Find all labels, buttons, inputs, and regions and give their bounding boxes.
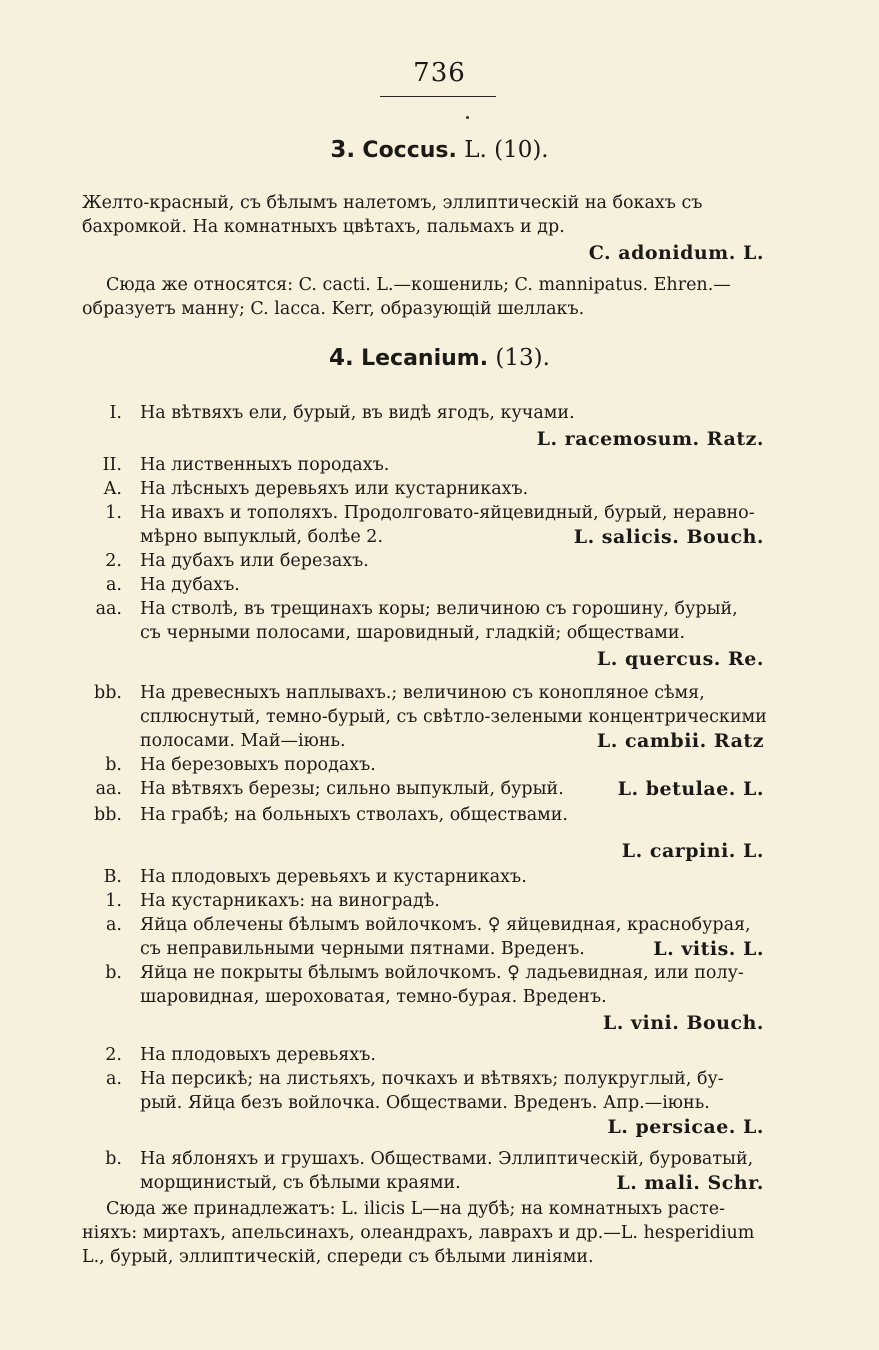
key-text: сплюснутый, темно-бурый, съ свѣтло-зелеными концентрическими	[140, 707, 767, 727]
key-text: На дубахъ.	[140, 575, 240, 595]
key-line	[0, 524, 879, 550]
key-label: b.	[105, 963, 122, 983]
key-line	[0, 1146, 879, 1172]
key-line	[0, 752, 879, 778]
key-line	[0, 400, 879, 426]
key-label: b.	[105, 1149, 122, 1169]
key-text: На персикѣ; на листьяхъ, почкахъ и вѣтвяхъ; полукруглый, бу-	[140, 1069, 724, 1089]
section-number: 3.	[330, 137, 356, 163]
key-line	[0, 572, 879, 598]
key-text: На плодовыхъ деревьяхъ и кустарникахъ.	[140, 867, 527, 887]
coccus-also-line-1	[106, 272, 731, 298]
key-label: a.	[106, 1069, 122, 1089]
key-text: На лиственныхъ породахъ.	[140, 455, 390, 475]
species-name: L. salicis. Bouch.	[573, 526, 764, 548]
key-text: На яблоняхъ и грушахъ. Обществами. Эллиптическій, буроватый,	[140, 1149, 754, 1169]
key-text: На грабѣ; на больныхъ стволахъ, обществами.	[140, 805, 568, 825]
key-line	[0, 426, 879, 452]
key-text: На древесныхъ наплывахъ.; величиною съ конопляное сѣмя,	[140, 683, 705, 703]
text: ніяхъ: миртахъ, апельсинахъ, олеандрахъ, лаврахъ и др.—L. hesperidium	[82, 1223, 755, 1243]
lecanium-also-line-2	[82, 1220, 754, 1246]
key-text: На плодовыхъ деревьяхъ.	[140, 1045, 376, 1065]
coccus-species	[480, 240, 764, 266]
key-text: съ неправильными черными пятнами. Вреденъ.	[140, 939, 585, 959]
key-line	[0, 912, 879, 938]
key-label: 1.	[105, 503, 122, 523]
print-speck	[466, 116, 469, 119]
species-name: L. mali. Schr.	[616, 1172, 764, 1194]
key-text: На вѣтвяхъ березы; сильно выпуклый, бурый.	[140, 779, 564, 799]
lecanium-also-line-1	[106, 1196, 725, 1222]
key-line	[0, 476, 879, 502]
text: L., бурый, эллиптическій, спереди съ бѣлыми линіями.	[82, 1247, 594, 1267]
key-text: мѣрно выпуклый, болѣе 2.	[140, 527, 384, 547]
page-number: 736	[413, 58, 466, 88]
key-line	[0, 776, 879, 802]
lecanium-also-line-3	[82, 1244, 594, 1270]
text: Сюда же принадлежатъ: L. ilicis L—на дубѣ; на комнатныхъ расте-	[106, 1199, 726, 1219]
species-name: L. carpini. L.	[621, 840, 764, 862]
key-text: Яйца облечены бѣлымъ войлочкомъ. ♀ яйцевидная, краснобурая,	[140, 915, 751, 935]
text: Желто-красный, съ бѣлымъ налетомъ, эллиптическій на бокахъ съ	[82, 193, 703, 213]
key-line	[0, 1066, 879, 1092]
key-label: II.	[102, 455, 122, 475]
genus-author: L. (10).	[464, 137, 549, 163]
key-line	[0, 802, 879, 828]
key-label: 2.	[105, 551, 122, 571]
key-text: На дубахъ или березахъ.	[140, 551, 369, 571]
species-name: L. vitis. L.	[653, 938, 764, 960]
key-line	[0, 838, 879, 864]
key-text: На лѣсныхъ деревьяхъ или кустарникахъ.	[140, 479, 529, 499]
key-label: B.	[103, 867, 122, 887]
key-line	[0, 452, 879, 478]
key-line	[0, 680, 879, 706]
key-text: съ черными полосами, шаровидный, гладкій; обществами.	[140, 623, 686, 643]
section-heading-lecanium	[0, 345, 879, 371]
species-name: L. cambii. Ratz	[596, 730, 764, 752]
key-line	[0, 1010, 879, 1036]
key-text: На ивахъ и тополяхъ. Продолговато-яйцевидный, бурый, неравно-	[140, 503, 755, 523]
key-text: полосами. Май—іюнь.	[140, 731, 346, 751]
key-text: рый. Яйца безъ войлочка. Обществами. Вреденъ. Апр.—іюнь.	[140, 1093, 710, 1113]
key-line	[0, 864, 879, 890]
key-label: aa.	[95, 779, 122, 799]
species-name: L. racemosum. Ratz.	[536, 428, 764, 450]
key-line	[0, 704, 879, 730]
species-name: L. betulae. L.	[617, 778, 764, 800]
key-text: морщинистый, съ бѣлыми краями.	[140, 1173, 461, 1193]
key-label: 1.	[105, 891, 122, 911]
key-line	[0, 960, 879, 986]
section-heading-coccus	[0, 137, 879, 163]
header-rule	[380, 96, 496, 97]
text: образуетъ манну; C. lacca. Kerr, образующій шеллакъ.	[82, 299, 585, 319]
coccus-also-line-2	[82, 296, 584, 322]
key-line	[0, 596, 879, 622]
key-line	[0, 500, 879, 526]
key-line	[0, 1042, 879, 1068]
species-name: L. persicae. L.	[607, 1116, 764, 1138]
text: Сюда же относятся: C. cacti. L.—кошениль; C. mannipatus. Ehren.—	[106, 275, 731, 295]
key-text: На кустарникахъ: на виноградѣ.	[140, 891, 440, 911]
key-label: 2.	[105, 1045, 122, 1065]
key-line	[0, 984, 879, 1010]
key-line	[0, 620, 879, 646]
genus-name: Lecanium.	[361, 346, 489, 371]
key-text: Яйца не покрыты бѣлымъ войлочкомъ. ♀ ладьевидная, или полу-	[140, 963, 744, 983]
key-text: На березовыхъ породахъ.	[140, 755, 376, 775]
section-number: 4.	[329, 345, 354, 371]
key-line	[0, 728, 879, 754]
key-label: bb.	[94, 805, 122, 825]
key-label: bb.	[94, 683, 122, 703]
key-label: A.	[103, 479, 122, 499]
key-text: шаровидная, шероховатая, темно-бурая. Вреденъ.	[140, 987, 607, 1007]
key-line	[0, 548, 879, 574]
genus-author: (13).	[495, 345, 550, 371]
key-label: a.	[106, 915, 122, 935]
key-label: a.	[106, 575, 122, 595]
coccus-desc-line-2	[82, 214, 565, 240]
species-name: L. quercus. Re.	[596, 648, 764, 670]
key-line	[0, 936, 879, 962]
species-name: C. adonidum. L.	[588, 242, 764, 264]
key-line	[0, 1170, 879, 1196]
key-line	[0, 1114, 879, 1140]
key-text: На вѣтвяхъ ели, бурый, въ видѣ ягодъ, кучами.	[140, 403, 575, 423]
text: бахромкой. На комнатныхъ цвѣтахъ, пальмахъ и др.	[82, 217, 565, 237]
species-name: L. vini. Bouch.	[602, 1012, 764, 1034]
key-line	[0, 888, 879, 914]
key-label: b.	[105, 755, 122, 775]
key-text: На стволѣ, въ трещинахъ коры; величиною съ горошину, бурый,	[140, 599, 738, 619]
coccus-desc-line-1	[82, 190, 788, 216]
key-line	[0, 646, 879, 672]
key-label: I.	[109, 403, 122, 423]
key-label: aa.	[95, 599, 122, 619]
genus-name: Coccus.	[362, 138, 457, 163]
key-line	[0, 1090, 879, 1116]
